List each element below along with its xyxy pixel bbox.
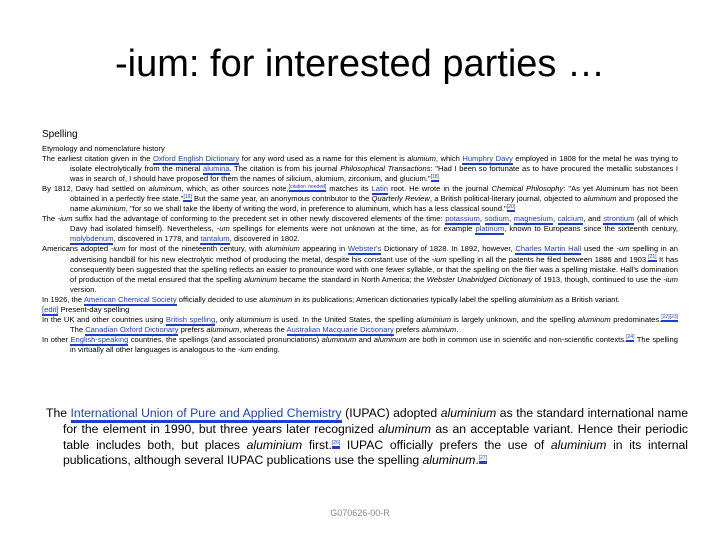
paragraph-5: In 1926, the American Chemical Society officially decided to use aluminum in its publications; American dictionaries typically label the spelling aluminium as a British variant. [42, 294, 620, 304]
citation-20[interactable]: [20] [506, 203, 516, 210]
citation-18[interactable]: [18] [430, 173, 439, 180]
iupac-paragraph-block [46, 406, 688, 469]
link-british-spelling[interactable]: British spelling [165, 314, 216, 324]
slide-footer: G070626-00-R [330, 508, 390, 518]
link-humphry-davy[interactable]: Humphry Davy [462, 154, 513, 164]
section-heading: Spelling [42, 129, 78, 140]
link-tantalum[interactable]: tantalum [200, 234, 230, 244]
paragraph-8: In other English-speaking countries, the spellings (and associated pronunciations) aluminium and aluminum are both in common use in scientific and non-scientific contexts.[24] The spelling in virtually all other languages is analogous to the -ium ending. [42, 334, 678, 354]
link-latin[interactable]: Latin [371, 184, 388, 194]
link-potassium[interactable]: potassium [445, 214, 480, 224]
link-websters[interactable]: Webster's [347, 244, 382, 254]
citation-26[interactable]: [26] [332, 440, 340, 449]
link-canadian-oxford-dictionary[interactable]: Canadian Oxford Dictionary [85, 324, 179, 334]
paragraph-iupac: The International Union of Pure and Applied Chemistry (IUPAC) adopted aluminium as the standard international name for the element in 1990, but three years later recognized aluminum as an acceptable variant. Hence their periodic table includes both, but places aluminium first.[26] IUPAC officially prefers the use of aluminium in its internal publications, although several IUPAC publications use the spelling aluminum.[27] [46, 406, 689, 468]
link-molybdenum[interactable]: molybdenum [70, 234, 114, 244]
link-english-speaking[interactable]: English-speaking [70, 334, 129, 344]
link-iupac[interactable]: International Union of Pure and Applied Chemistry [71, 406, 342, 423]
link-alumina[interactable]: alumina [202, 164, 230, 174]
edit-link[interactable]: [edit] [42, 304, 59, 314]
citation-24[interactable]: [24] [626, 334, 635, 341]
link-strontium[interactable]: strontium [603, 214, 635, 224]
citation-22-23[interactable]: [22][23] [661, 314, 678, 321]
article-excerpt [42, 128, 678, 355]
link-magnesium[interactable]: magnesium [513, 214, 553, 224]
paragraph-1: The earliest citation given in the Oxford English Dictionary for any word used as a name for this element is alumium, which Humphry Davy employed in 1808 for the metal he was trying to isolate electrolytically from the mineral alumina. The citation is from his journal Philosophical Transactions: "Had I been so fortunate as to have procured the metallic substances I was in search of, I should have proposed for them the names of silicium, alumium, zirconium, and glucium."[18] [42, 154, 678, 184]
link-australian-macquarie-dictionary[interactable]: Australian Macquarie Dictionary [286, 324, 394, 334]
present-day-heading: [edit] Present-day spelling [42, 304, 130, 314]
paragraph-7: In the UK and other countries using British spelling, only aluminium is used. In the United States, the spelling aluminium is largely unknown, and the spelling aluminum predominates.[22][23] The Canadian Oxford Dictionary prefers aluminum, whereas the Australian Macquarie Dictionary prefers aluminium. [42, 314, 678, 334]
link-calcium[interactable]: calcium [557, 214, 584, 224]
citation-needed[interactable]: [citation needed] [288, 183, 327, 190]
slide-title: -ium: for interested parties … [115, 43, 605, 85]
citation-21[interactable]: [21] [648, 253, 657, 260]
citation-27[interactable]: [27] [479, 455, 487, 464]
subheading: Etymology and nomenclature history [42, 144, 165, 153]
citation-19[interactable]: [19] [183, 193, 192, 200]
link-sodium[interactable]: sodium [484, 214, 510, 224]
link-oxford-english-dictionary[interactable]: Oxford English Dictionary [152, 154, 240, 164]
paragraph-4: Americans adopted -ium for most of the nineteenth century, with aluminium appearing in Webster's Dictionary of 1828. In 1892, however, Charles Martin Hall used the -um spelling in an advertising handbill for his new electrolytic method of producing the metal, despite his constant use of the -ium spelling in all the patents he filed between 1886 and 1903.[21] It has consequently been suggested that the spelling reflects an easier to pronounce word with one fewer syllable, or that the spelling on the flier was a spelling mistake. Hall's domination of production of the metal ensured that the spelling aluminum became the standard in North America; the Webster Unabridged Dictionary of 1913, though, continued to use the -ium version. [42, 244, 679, 294]
link-platinum[interactable]: platinum [475, 224, 505, 234]
link-american-chemical-society[interactable]: American Chemical Society [83, 294, 177, 304]
paragraph-3: The -ium suffix had the advantage of conforming to the precedent set in other newly discovered elements of the time: potassium, sodium, magnesium, calcium, and strontium (all of which Davy had isolated himself). Nevertheless, -um spellings for elements were not unknown at the time, as for example platinum, known to Europeans since the sixteenth century, molybdenum, discovered in 1778, and tantalum, discovered in 1802. [42, 214, 678, 244]
paragraph-2: By 1812, Davy had settled on aluminum, which, as other sources note,[citation needed] matches its Latin root. He wrote in the journal Chemical Philosophy: "As yet Aluminum has not been obtained in a perfectly free state."[19] But the same year, an anonymous contributor to the Quarterly Review, a British political-literary journal, objected to aluminum and proposed the name aluminium, "for so we shall take the liberty of writing the word, in preference to aluminum, which has a less classical sound."[20] [42, 183, 678, 214]
link-charles-martin-hall[interactable]: Charles Martin Hall [515, 244, 582, 254]
